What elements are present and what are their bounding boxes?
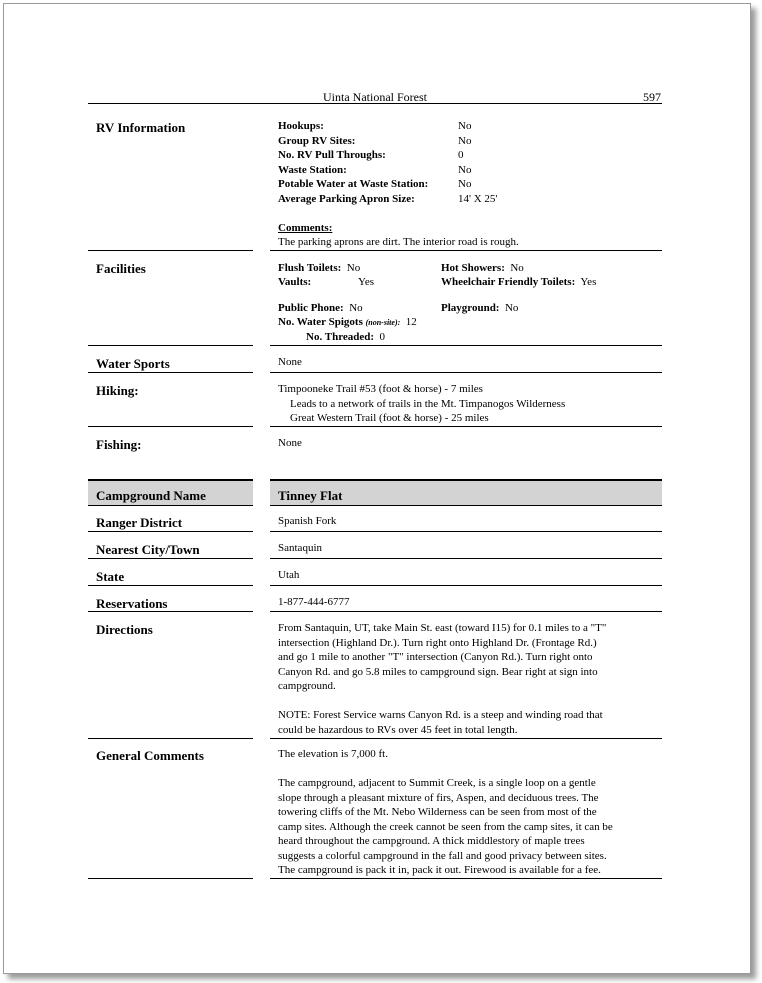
rv-field-value: No [458, 178, 472, 190]
nearest-city-value: Santaquin [278, 542, 322, 554]
wheelchair-name: Wheelchair Friendly Toilets: [441, 276, 576, 288]
label-rule [88, 250, 253, 251]
comments-line: The campground is pack it in, pack it out. Firewood is available for a fee. [278, 864, 601, 876]
reservations-value: 1-877-444-6777 [278, 596, 350, 608]
ranger-district-value: Spanish Fork [278, 515, 337, 527]
label-rule [88, 585, 253, 586]
value-rule [270, 531, 662, 532]
hiking-line: Great Western Trail (foot & horse) - 25 miles [290, 412, 489, 424]
label-rule [88, 558, 253, 559]
label-rule [88, 738, 253, 739]
label-rule [88, 531, 253, 532]
rv-field-value: 0 [458, 149, 464, 161]
vaults-value: Yes [358, 276, 375, 288]
campground-name-value: Tinney Flat [278, 488, 343, 503]
header-title: Uinta National Forest [323, 90, 427, 104]
value-rule [270, 878, 662, 879]
vaults-name: Vaults: [278, 276, 312, 288]
value-rule [270, 738, 662, 739]
water-spigots-note: (non-site): [365, 318, 401, 327]
threaded-name: No. Threaded: [306, 330, 375, 343]
campground-name-label: Campground Name [96, 488, 206, 503]
comments-line: slope through a pleasant mixture of firs, Aspen, and deciduous trees. The [278, 791, 599, 804]
nearest-city-label: Nearest City/Town [96, 542, 200, 557]
rv-info-label: RV Information [96, 120, 186, 135]
rv-comments-text: The parking aprons are dirt. The interior road is rough. [278, 236, 519, 248]
rv-field-name: No. RV Pull Throughs: [278, 149, 386, 161]
directions-label: Directions [96, 622, 153, 637]
hot-showers-name: Hot Showers: [441, 261, 505, 274]
playground-value: No [504, 301, 519, 314]
comments-line: camp sites. Although the creek cannot be seen from the camp sites, it can be [278, 820, 613, 833]
value-rule [270, 505, 662, 506]
directions-line: From Santaquin, UT, take Main St. east (toward I15) for 0.1 miles to a "T" [278, 622, 607, 634]
rv-field-name: Average Parking Apron Size: [278, 192, 415, 205]
value-rule [270, 345, 662, 346]
public-phone-value: No [349, 301, 363, 314]
comments-line: suggests a colorful campground in the fall and good privacy between sites. [278, 849, 607, 862]
rv-field-value: No [458, 120, 472, 132]
directions-note-line: NOTE: Forest Service warns Canyon Rd. is a steep and winding road that [278, 709, 603, 721]
label-rule [88, 505, 253, 506]
directions-line: Canyon Rd. and go 5.8 miles to campground sign. Bear right at sign into [278, 665, 598, 678]
value-rule [270, 250, 662, 251]
general-comments-label: General Comments [96, 748, 204, 763]
value-rule [270, 585, 662, 586]
hot-showers-value: No [510, 261, 524, 274]
label-rule [88, 372, 253, 373]
rv-field-name: Potable Water at Waste Station: [278, 178, 429, 190]
rv-field-name: Waste Station: [278, 163, 347, 176]
state-label: State [96, 569, 125, 584]
rv-field-value: No [458, 134, 472, 147]
value-rule [270, 426, 662, 427]
water-sports-value: None [278, 356, 302, 368]
fishing-label: Fishing: [96, 437, 142, 452]
fishing-value: None [278, 437, 302, 449]
label-rule [88, 878, 253, 879]
water-spigots-value: 12 [405, 316, 417, 328]
directions-line: and go 1 mile to another "T" intersection (Canyon Rd.). Turn right onto [278, 651, 593, 663]
header-rule [88, 103, 662, 104]
rv-field-value: 14' X 25' [458, 192, 498, 205]
flush-toilets-name: Flush Toilets: [278, 261, 342, 274]
state-value: Utah [278, 569, 300, 581]
threaded-value: 0 [379, 330, 386, 343]
playground-name: Playground: [441, 301, 500, 314]
public-phone-name: Public Phone: [278, 301, 344, 314]
directions-line: campground. [278, 680, 336, 692]
reservations-label: Reservations [96, 596, 168, 611]
rv-field-value: No [458, 163, 472, 176]
directions-line: intersection (Highland Dr.). Turn right onto Highland Dr. (Frontage Rd.) [278, 636, 597, 649]
hiking-line: Leads to a network of trails in the Mt. Timpanogos Wilderness [290, 397, 566, 410]
directions-note-line: could be hazardous to RVs over 45 feet in total length. [278, 723, 518, 736]
hiking-line: Timpooneke Trail #53 (foot & horse) - 7 miles [278, 383, 483, 395]
comments-line: heard throughout the campground. A thick middlestory of maple trees [278, 835, 585, 847]
facilities-label: Facilities [96, 261, 146, 276]
flush-toilets-value: No [346, 261, 361, 274]
value-rule [270, 558, 662, 559]
water-sports-label: Water Sports [96, 356, 170, 371]
value-rule [270, 372, 662, 373]
label-rule [88, 611, 253, 612]
rv-comments-label: Comments: [278, 221, 333, 234]
page-number: 597 [643, 90, 661, 104]
value-rule [270, 611, 662, 612]
rv-field-name: Group RV Sites: [278, 134, 356, 147]
elevation-text: The elevation is 7,000 ft. [278, 748, 388, 760]
label-rule [88, 426, 253, 427]
wheelchair-value: Yes [580, 276, 597, 288]
water-spigots-name: No. Water Spigots [278, 316, 363, 328]
comments-line: towering cliffs of the Mt. Nebo Wilderness can be seen from most of the [278, 806, 597, 818]
hiking-label: Hiking: [96, 383, 139, 398]
rv-field-name: Hookups: [278, 120, 324, 132]
comments-line: The campground, adjacent to Summit Creek, is a single loop on a gentle [278, 777, 596, 789]
label-rule [88, 345, 253, 346]
ranger-district-label: Ranger District [96, 515, 183, 530]
